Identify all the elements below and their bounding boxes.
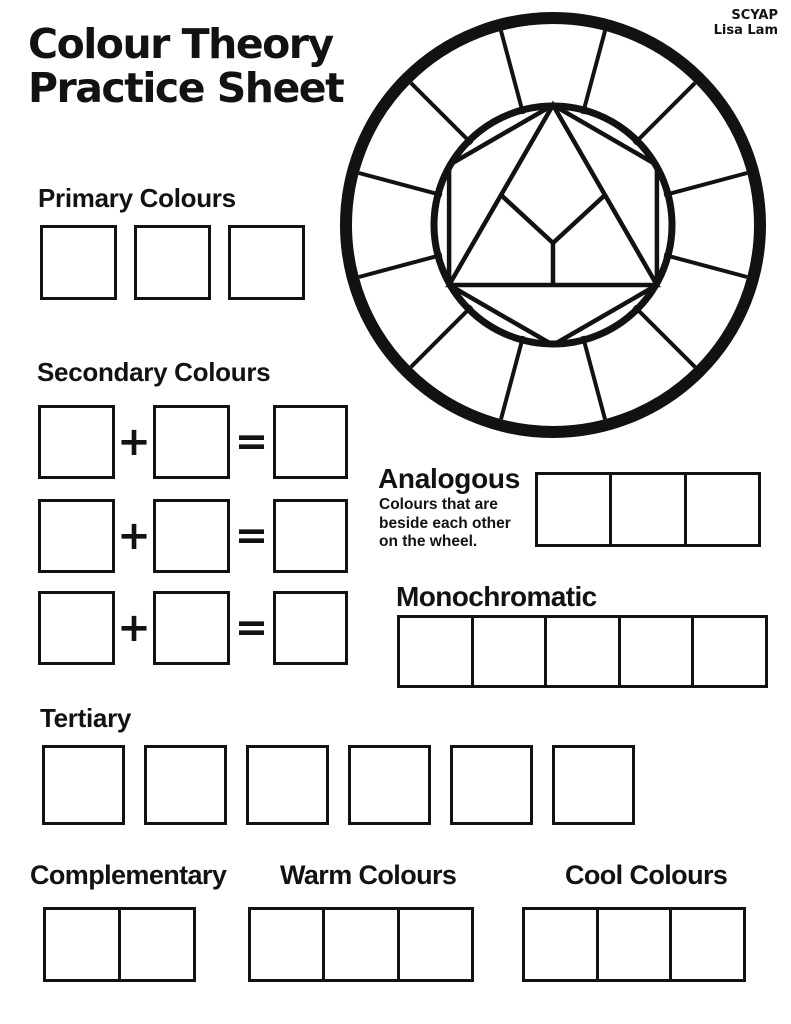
- plus-sign: +: [117, 605, 151, 651]
- analogous-colour-boxes: [535, 472, 761, 547]
- colour-box[interactable]: [273, 499, 348, 573]
- colour-box[interactable]: [153, 499, 230, 573]
- colour-box[interactable]: [40, 225, 117, 300]
- colour-box[interactable]: [400, 618, 471, 685]
- colour-box[interactable]: [669, 910, 743, 979]
- colour-box[interactable]: [38, 499, 115, 573]
- colour-box[interactable]: [246, 745, 329, 825]
- colour-box[interactable]: [153, 591, 230, 665]
- description-line: beside each other: [379, 514, 511, 532]
- colour-box[interactable]: [153, 405, 230, 479]
- colour-box[interactable]: [471, 618, 545, 685]
- colour-box[interactable]: [228, 225, 305, 300]
- secondary-colours-heading: Secondary Colours: [37, 357, 271, 387]
- equals-sign: =: [234, 605, 269, 651]
- wheel-y-divider: [501, 195, 605, 285]
- plus-sign: +: [117, 513, 151, 559]
- colour-box[interactable]: [544, 618, 618, 685]
- cool-colours-heading: Cool Colours: [565, 860, 728, 890]
- colour-box[interactable]: [118, 910, 193, 979]
- page-title: [28, 22, 343, 110]
- tertiary-heading: Tertiary: [40, 703, 132, 733]
- colour-box[interactable]: [251, 910, 322, 979]
- colour-box[interactable]: [38, 405, 115, 479]
- analogous-description: [379, 496, 511, 552]
- colour-box[interactable]: [144, 745, 227, 825]
- monochromatic-colour-boxes: [397, 615, 768, 688]
- colour-box[interactable]: [397, 910, 471, 979]
- colour-box[interactable]: [322, 910, 396, 979]
- colour-box[interactable]: [46, 910, 118, 979]
- monochromatic-heading: Monochromatic: [396, 581, 597, 612]
- credit-org: SCYAP: [731, 8, 778, 23]
- colour-box[interactable]: [273, 591, 348, 665]
- colour-box[interactable]: [450, 745, 533, 825]
- colour-box[interactable]: [525, 910, 596, 979]
- warm-colours-heading: Warm Colours: [280, 860, 457, 890]
- colour-box[interactable]: [609, 475, 683, 544]
- colour-box[interactable]: [273, 405, 348, 479]
- colour-box[interactable]: [552, 745, 635, 825]
- analogous-heading: Analogous: [378, 463, 520, 494]
- secondary-equation-row: [38, 590, 348, 666]
- warm-colour-boxes: [248, 907, 474, 982]
- colour-box[interactable]: [618, 618, 692, 685]
- page-title-line-1: Colour Theory: [28, 20, 333, 68]
- colour-box[interactable]: [538, 475, 609, 544]
- description-line: Colours that are: [379, 496, 498, 513]
- colour-box[interactable]: [596, 910, 670, 979]
- colour-box[interactable]: [691, 618, 765, 685]
- colour-wheel-diagram[interactable]: [332, 3, 772, 447]
- secondary-equation-row: [38, 498, 348, 574]
- wheel-outer-ring: [346, 18, 760, 432]
- complementary-heading: Complementary: [30, 860, 227, 890]
- credit-author: Lisa Lam: [713, 23, 778, 38]
- colour-box[interactable]: [38, 591, 115, 665]
- primary-colour-boxes: [40, 225, 305, 300]
- complementary-colour-boxes: [43, 907, 196, 982]
- primary-colours-heading: Primary Colours: [38, 183, 236, 213]
- equals-sign: =: [234, 419, 269, 465]
- colour-box[interactable]: [134, 225, 211, 300]
- secondary-equation-row: [38, 404, 348, 480]
- tertiary-colour-boxes: [42, 745, 635, 825]
- wheel-hexagon: [449, 105, 657, 345]
- equals-sign: =: [234, 513, 269, 559]
- page-title-line-2: Practice Sheet: [28, 64, 344, 112]
- colour-box[interactable]: [684, 475, 758, 544]
- description-line: on the wheel.: [379, 533, 478, 550]
- plus-sign: +: [117, 419, 151, 465]
- colour-box[interactable]: [42, 745, 125, 825]
- cool-colour-boxes: [522, 907, 746, 982]
- colour-box[interactable]: [348, 745, 431, 825]
- wheel-spokes: [359, 31, 747, 419]
